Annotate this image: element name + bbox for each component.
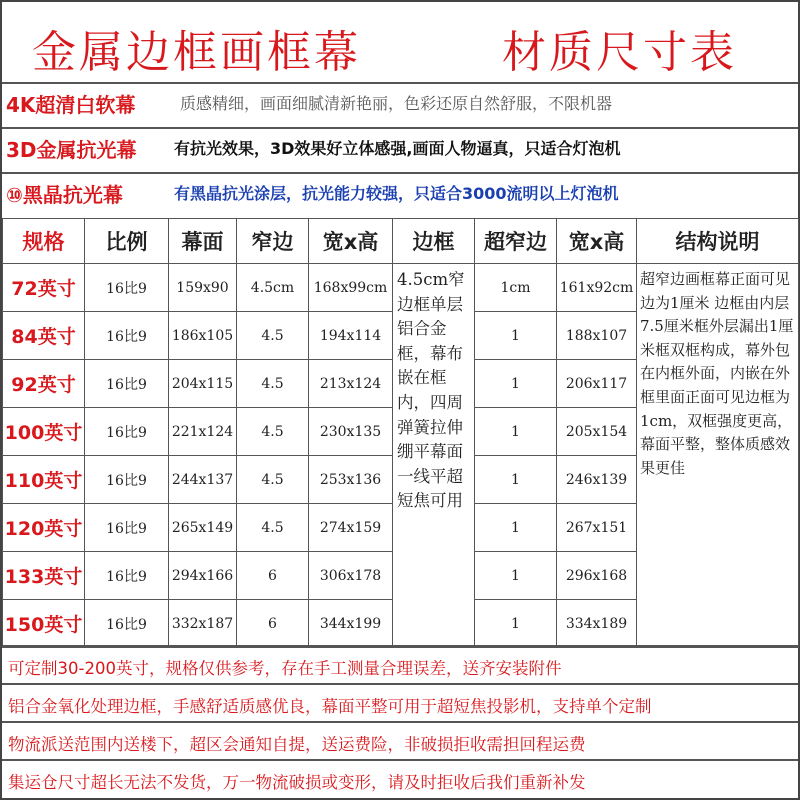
cell-screen: 265x149 — [169, 504, 237, 552]
cell-ultra: 1 — [475, 504, 557, 552]
frame-description: 4.5cm窄边框单层铝合金框，幕布嵌在框内，四周弹簧拉伸绷平幕面一线平超短焦可用 — [393, 264, 475, 648]
cell-ultra: 1 — [475, 312, 557, 360]
cell-spec: 72英寸 — [3, 264, 85, 312]
cell-wh2: 188x107 — [557, 312, 637, 360]
cell-narrow: 4.5cm — [237, 264, 309, 312]
cell-spec: 100英寸 — [3, 408, 85, 456]
header-ratio: 比例 — [85, 219, 169, 264]
cell-ultra: 1 — [475, 360, 557, 408]
header-wh2: 宽x高 — [557, 219, 637, 264]
cell-wh2: 267x151 — [557, 504, 637, 552]
note-text: 铝合金氧化处理边框，手感舒适质感优良，幕面平整可用于超短焦投影机，支持单个定制 — [8, 697, 652, 716]
cell-ratio: 16比9 — [85, 264, 169, 312]
cell-wh2: 205x154 — [557, 408, 637, 456]
note-material — [2, 683, 798, 722]
cell-narrow: 4.5 — [237, 360, 309, 408]
note-delivery — [2, 721, 798, 760]
material-desc: 有抗光效果，3D效果好立体感强,画面人物逼真，只适合灯泡机 — [174, 139, 621, 158]
header-screen: 幕面 — [169, 219, 237, 264]
cell-narrow: 4.5 — [237, 312, 309, 360]
header-ultra-narrow: 超窄边 — [475, 219, 557, 264]
cell-screen: 204x115 — [169, 360, 237, 408]
sheet-title: 材质尺寸表 — [502, 27, 737, 78]
material-name: 4K超清白软幕 — [6, 93, 136, 117]
cell-narrow: 4.5 — [237, 408, 309, 456]
cell-screen: 244x137 — [169, 456, 237, 504]
header-spec: 规格 — [3, 219, 85, 264]
note-replacement — [2, 759, 798, 798]
cell-wh: 213x124 — [309, 360, 393, 408]
cell-screen: 221x124 — [169, 408, 237, 456]
table-header-row — [3, 219, 799, 264]
cell-ultra: 1 — [475, 408, 557, 456]
note-customization — [2, 645, 798, 684]
cell-ratio: 16比9 — [85, 360, 169, 408]
cell-wh: 306x178 — [309, 552, 393, 600]
cell-wh: 274x159 — [309, 504, 393, 552]
cell-narrow: 4.5 — [237, 504, 309, 552]
material-row-3d-metal — [2, 127, 798, 167]
header-frame: 边框 — [393, 219, 475, 264]
cell-spec: 120英寸 — [3, 504, 85, 552]
cell-wh2: 246x139 — [557, 456, 637, 504]
cell-wh2: 334x189 — [557, 600, 637, 648]
cell-ultra: 1cm — [475, 264, 557, 312]
cell-ultra: 1 — [475, 600, 557, 648]
material-name: 3D金属抗光幕 — [6, 138, 137, 162]
cell-ultra: 1 — [475, 552, 557, 600]
cell-ratio: 16比9 — [85, 408, 169, 456]
material-desc: 质感精细，画面细腻清新艳丽，色彩还原自然舒服，不限机器 — [180, 94, 613, 113]
cell-ratio: 16比9 — [85, 552, 169, 600]
cell-narrow: 6 — [237, 552, 309, 600]
header-structure: 结构说明 — [637, 219, 799, 264]
cell-wh: 194x114 — [309, 312, 393, 360]
material-name: ⑩黑晶抗光幕 — [6, 183, 123, 207]
table-row — [3, 264, 799, 312]
material-desc: 有黑晶抗光涂层，抗光能力较强，只适合3000流明以上灯泡机 — [174, 184, 619, 203]
cell-ratio: 16比9 — [85, 312, 169, 360]
product-title: 金属边框画框幕 — [32, 27, 361, 78]
material-row-black-crystal — [2, 172, 798, 212]
size-table — [2, 218, 799, 648]
title-bar — [2, 2, 798, 82]
cell-ratio: 16比9 — [85, 504, 169, 552]
cell-narrow: 6 — [237, 600, 309, 648]
cell-wh2: 206x117 — [557, 360, 637, 408]
cell-screen: 186x105 — [169, 312, 237, 360]
cell-ultra: 1 — [475, 456, 557, 504]
cell-wh2: 161x92cm — [557, 264, 637, 312]
note-text: 可定制30-200英寸，规格仅供参考，存在手工测量合理误差，送齐安装附件 — [8, 659, 562, 678]
material-row-white-soft — [2, 82, 798, 122]
cell-wh: 344x199 — [309, 600, 393, 648]
cell-spec: 84英寸 — [3, 312, 85, 360]
cell-wh: 253x136 — [309, 456, 393, 504]
cell-spec: 92英寸 — [3, 360, 85, 408]
cell-spec: 133英寸 — [3, 552, 85, 600]
cell-wh: 230x135 — [309, 408, 393, 456]
header-narrow: 窄边 — [237, 219, 309, 264]
cell-screen: 294x166 — [169, 552, 237, 600]
cell-screen: 159x90 — [169, 264, 237, 312]
note-text: 物流派送范围内送楼下，超区会通知自提，送运费险，非破损拒收需担回程运费 — [8, 735, 586, 754]
cell-ratio: 16比9 — [85, 600, 169, 648]
cell-ratio: 16比9 — [85, 456, 169, 504]
cell-screen: 332x187 — [169, 600, 237, 648]
cell-spec: 150英寸 — [3, 600, 85, 648]
note-text: 集运仓尺寸超长无法不发货，万一物流破损或变形，请及时拒收后我们重新补发 — [8, 773, 586, 792]
cell-wh: 168x99cm — [309, 264, 393, 312]
header-wh: 宽x高 — [309, 219, 393, 264]
cell-narrow: 4.5 — [237, 456, 309, 504]
cell-spec: 110英寸 — [3, 456, 85, 504]
structure-description: 超窄边画框幕正面可见边为1厘米 边框由内层7.5厘米框外层漏出1厘米框双框构成，幕外包在内框外面，内嵌在外框里面正面可见边框为1cm，双框强度更高，幕面平整，整体质感效果更佳 — [637, 264, 799, 648]
cell-wh2: 296x168 — [557, 552, 637, 600]
